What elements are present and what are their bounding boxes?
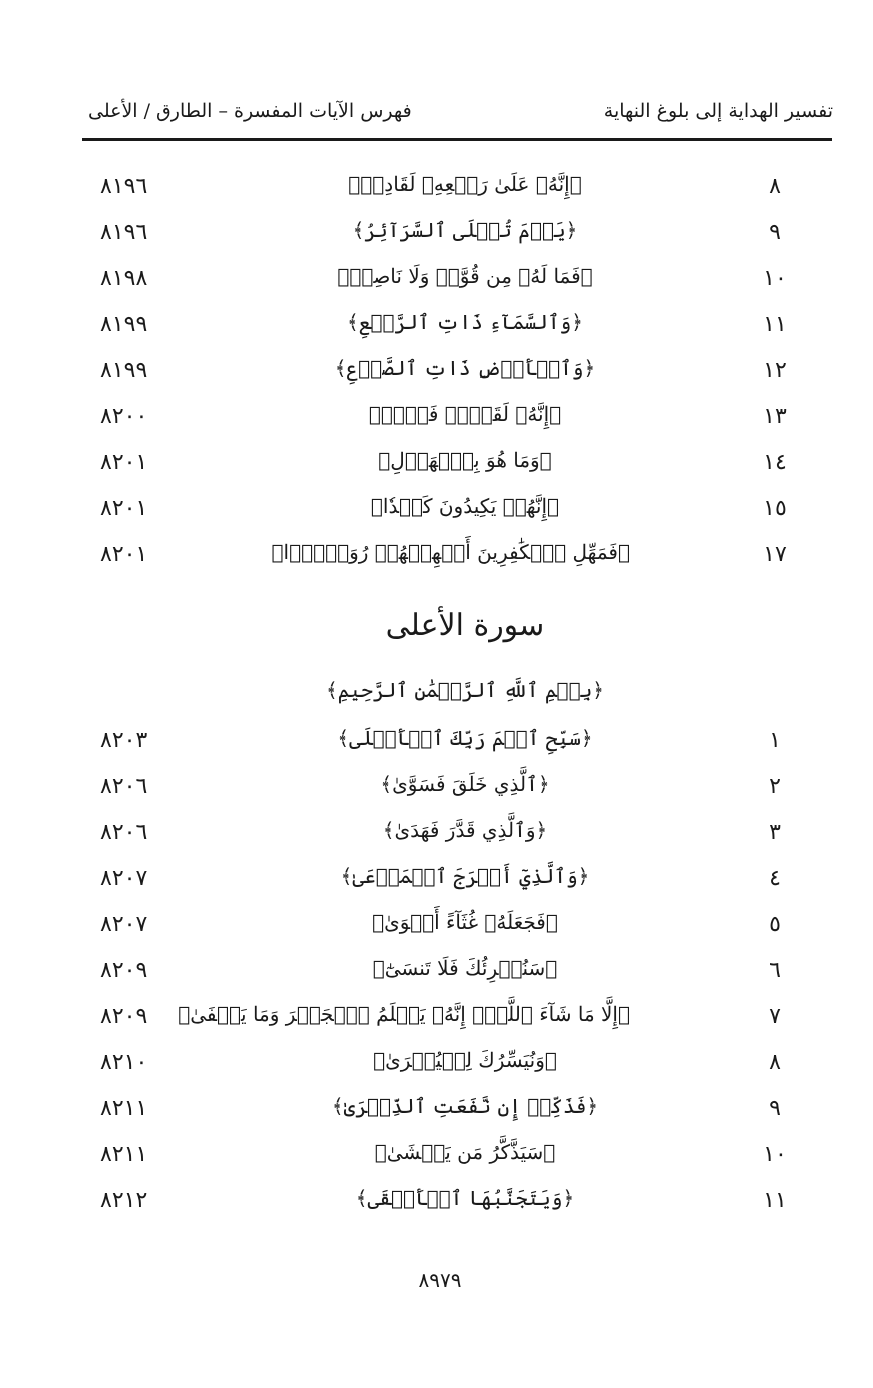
tariq-row: [0, 354, 873, 394]
verse-text: ﴿يَوۡمَ تُبۡلَى ٱلسَّرَآئِرُ﴾: [352, 218, 578, 242]
page-reference: ٨٢٠١: [100, 542, 148, 567]
verse-number: ٨: [769, 1050, 781, 1075]
verse-number: ٩: [769, 1096, 781, 1121]
tariq-row: [0, 446, 873, 486]
page-reference: ٨٢٠٣: [100, 728, 148, 753]
verse-number: ١٧: [763, 542, 787, 567]
verse-number: ١: [769, 728, 781, 753]
page-reference: ٨٢٠٧: [100, 866, 148, 891]
verse-number: ١١: [763, 312, 787, 337]
ala-row: [0, 770, 873, 810]
ala-row: [0, 724, 873, 764]
verse-number: ١٥: [763, 496, 787, 521]
tariq-row: [0, 308, 873, 348]
tariq-row: [0, 262, 873, 302]
verse-text: ﴿فَذَكِّرۡ إِن نَّفَعَتِ ٱلذِّكۡرَىٰ﴾: [331, 1094, 599, 1118]
header-book-title: تفسير الهداية إلى بلوغ النهاية: [603, 100, 833, 122]
verse-text: ﴿فَمَا لَهُۥ مِن قُوَّةٖ وَلَا نَاصِرٖ﴾: [337, 264, 593, 288]
verse-text: ﴿وَٱلَّذِي قَدَّرَ فَهَدَىٰ﴾: [382, 818, 548, 842]
ala-row: [0, 1184, 873, 1224]
ala-row: [0, 1000, 873, 1040]
page-reference: ٨٢٠١: [100, 450, 148, 475]
page-reference: ٨٢١٠: [100, 1050, 148, 1075]
ala-row: [0, 1138, 873, 1178]
verse-text: ﴿إِنَّهُۥ عَلَىٰ رَجۡعِهِۦ لَقَادِرٞ﴾: [348, 172, 582, 196]
page-reference: ٨١٩٩: [100, 312, 148, 337]
page-reference: ٨٢٠٦: [100, 820, 148, 845]
page-reference: ٨١٩٦: [100, 220, 148, 245]
verse-number: ١٣: [763, 404, 787, 429]
verse-text: ﴿إِنَّهُمۡ يَكِيدُونَ كَيۡدٗا﴾: [370, 494, 560, 518]
page-reference: ٨٢١١: [100, 1096, 148, 1121]
verse-text: ﴿فَمَهِّلِ ٱلۡكَٰفِرِينَ أَمۡهِلۡهُمۡ رُوَيۡدَۢا﴾: [271, 540, 630, 564]
tariq-row: [0, 170, 873, 210]
verse-number: ٩: [769, 220, 781, 245]
verse-text: ﴿فَجَعَلَهُۥ غُثَآءً أَحۡوَىٰ﴾: [372, 910, 558, 934]
ala-row: [0, 908, 873, 948]
verse-number: ٤: [769, 866, 781, 891]
tariq-row: [0, 538, 873, 578]
page-reference: ٨٢٠٩: [100, 958, 148, 983]
verse-text: ﴿وَمَا هُوَ بِٱلۡهَزۡلِ﴾: [378, 448, 552, 472]
page-reference: ٨٢٠٩: [100, 1004, 148, 1029]
page-reference: ٨٢٠١: [100, 496, 148, 521]
verse-text: ﴿إِنَّهُۥ لَقَوۡلٞ فَصۡلٞ﴾: [368, 402, 562, 426]
verse-number: ٥: [769, 912, 781, 937]
ala-row: [0, 954, 873, 994]
page-reference: ٨١٩٨: [100, 266, 148, 291]
verse-text: ﴿وَٱلَّذِيٓ أَخۡرَجَ ٱلۡمَرۡعَىٰ﴾: [340, 864, 590, 888]
verse-number: ١٠: [763, 266, 787, 291]
verse-text: ﴿سَبِّحِ ٱسۡمَ رَبِّكَ ٱلۡأَعۡلَى﴾: [337, 726, 593, 750]
verse-text: ﴿سَنُقۡرِئُكَ فَلَا تَنسَىٰٓ﴾: [372, 956, 558, 980]
verse-text: ﴿وَٱلۡأَرۡضِ ذَاتِ ٱلصَّدۡعِ﴾: [334, 356, 596, 380]
verse-number: ٦: [769, 958, 781, 983]
basmala: ﴿بِسۡمِ ٱللَّهِ ٱلرَّحۡمَٰنِ ٱلرَّحِيمِ﴾: [325, 678, 605, 702]
verse-number: ١٢: [763, 358, 787, 383]
page-reference: ٨٢٠٠: [100, 404, 148, 429]
verse-number: ٢: [769, 774, 781, 799]
verse-number: ٧: [769, 1004, 781, 1029]
verse-number: ١٤: [763, 450, 787, 475]
page-reference: ٨٢٠٧: [100, 912, 148, 937]
verse-number: ١٠: [763, 1142, 787, 1167]
ala-row: [0, 1092, 873, 1132]
verse-text: ﴿وَٱلسَّمَآءِ ذَاتِ ٱلرَّجۡعِ﴾: [347, 310, 583, 334]
verse-number: ٨: [769, 174, 781, 199]
ala-row: [0, 1046, 873, 1086]
verse-text: ﴿وَيَتَجَنَّبُهَا ٱلۡأَشۡقَى﴾: [355, 1186, 575, 1210]
verse-text: ﴿ٱلَّذِي خَلَقَ فَسَوَّىٰ﴾: [380, 772, 550, 796]
tariq-row: [0, 400, 873, 440]
footer-page-number: ٨٩٧٩: [418, 1268, 462, 1292]
verse-number: ١١: [763, 1188, 787, 1213]
tariq-row: [0, 492, 873, 532]
page-reference: ٨٢١٢: [100, 1188, 148, 1213]
page-reference: ٨١٩٦: [100, 174, 148, 199]
tariq-row: [0, 216, 873, 256]
page-reference: ٨١٩٩: [100, 358, 148, 383]
verse-text: ﴿وَنُيَسِّرُكَ لِلۡيُسۡرَىٰ﴾: [373, 1048, 557, 1072]
header-section-title: فهرس الآيات المفسرة – الطارق / الأعلى: [88, 100, 412, 122]
verse-text: ﴿سَيَذَّكَّرُ مَن يَخۡشَىٰ﴾: [374, 1140, 556, 1164]
verse-number: ٣: [769, 820, 781, 845]
surah-title: سورة الأعلى: [385, 608, 545, 643]
page-reference: ٨٢٠٦: [100, 774, 148, 799]
ala-row: [0, 816, 873, 856]
header-rule: [82, 138, 832, 141]
verse-text: ﴿إِلَّا مَا شَآءَ ٱللَّهُۚ إِنَّهُۥ يَعۡلَمُ ٱلۡجَهۡرَ وَمَا يَخۡفَىٰ﴾: [178, 1002, 630, 1026]
page-reference: ٨٢١١: [100, 1142, 148, 1167]
ala-row: [0, 862, 873, 902]
